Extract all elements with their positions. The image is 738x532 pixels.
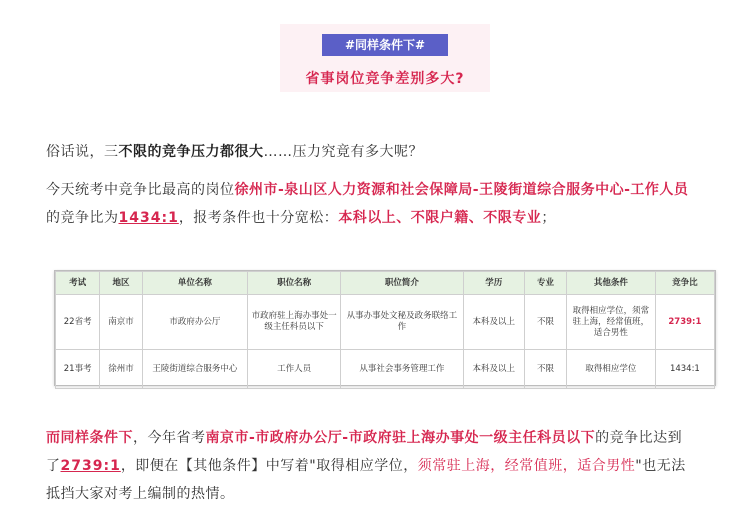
paragraph-2 — [46, 176, 696, 232]
text: ，即便在【其他条件】中写着"取得相应学位， — [120, 458, 418, 474]
comparison-table — [54, 270, 716, 386]
text: ，今年省考 — [133, 430, 206, 446]
table-cell-ratio: 1434:1 — [655, 350, 714, 389]
section-subtitle: 省事岗位竞争差别多大? — [305, 71, 465, 87]
table-header: 竞争比 — [655, 272, 714, 295]
highlight-position: 南京市-市政府办公厅-市政府驻上海办事处一级主任科员以下 — [205, 430, 596, 446]
header-box — [280, 24, 490, 92]
table-cell: 22省考 — [56, 295, 100, 350]
table-header: 考试 — [56, 272, 100, 295]
paragraph-3 — [46, 424, 696, 508]
table-row — [56, 350, 715, 389]
text: 今天统考中竞争比最高的岗位 — [46, 182, 235, 198]
paragraph-1 — [46, 138, 696, 166]
table-cell: 市政府驻上海办事处一级主任科员以下 — [248, 295, 341, 350]
table-header: 职位简介 — [341, 272, 464, 295]
table-cell: 市政府办公厅 — [142, 295, 248, 350]
table-cell: 徐州市 — [100, 350, 142, 389]
text: 的竞争比为 — [46, 210, 119, 226]
table-cell: 从事办事处文秘及政务联络工作 — [341, 295, 464, 350]
table-header: 职位名称 — [248, 272, 341, 295]
table-cell: 取得相应学位 — [567, 350, 656, 389]
text: ，报考条件也十分宽松： — [178, 210, 339, 226]
text: ……压力究竟有多大呢？ — [263, 144, 423, 160]
table-cell: 工作人员 — [248, 350, 341, 389]
table-header-row — [56, 272, 715, 295]
topic-tag: #同样条件下# — [322, 34, 448, 56]
ratio-number: 1434:1 — [118, 210, 179, 226]
highlight-text: 而同样条件下 — [46, 430, 133, 446]
table-cell: 王陵街道综合服务中心 — [142, 350, 248, 389]
table-row — [56, 295, 715, 350]
table-cell: 不限 — [524, 350, 566, 389]
table-cell: 取得相应学位，须常驻上海，经常值班，适合男性 — [567, 295, 656, 350]
highlight-conditions: 本科以上、不限户籍、不限专业 — [338, 210, 542, 226]
table-header: 学历 — [463, 272, 524, 295]
text: 俗话说，三 — [46, 144, 119, 160]
text: ； — [541, 210, 556, 226]
table-header: 其他条件 — [567, 272, 656, 295]
table-header: 地区 — [100, 272, 142, 295]
table-cell: 不限 — [524, 295, 566, 350]
table-cell-ratio: 2739:1 — [655, 295, 714, 350]
table-cell: 本科及以上 — [463, 350, 524, 389]
table-cell: 从事社会事务管理工作 — [341, 350, 464, 389]
highlight-conditions: 须常驻上海，经常值班，适合男性 — [417, 458, 636, 474]
table-cell: 21事考 — [56, 350, 100, 389]
table-header: 单位名称 — [142, 272, 248, 295]
highlight-position: 徐州市-泉山区人力资源和社会保障局-王陵街道综合服务中心-工作人员 — [234, 182, 689, 198]
text: "也无法抵挡大家对考上编制的热情。 — [46, 458, 686, 502]
table-header: 专业 — [524, 272, 566, 295]
table-cell: 南京市 — [100, 295, 142, 350]
ratio-number: 2739:1 — [60, 458, 121, 474]
text: 的竞争比达到了 — [46, 430, 683, 474]
bold-text: 不限的竞争压力都很大 — [118, 144, 264, 160]
table-cell: 本科及以上 — [463, 295, 524, 350]
